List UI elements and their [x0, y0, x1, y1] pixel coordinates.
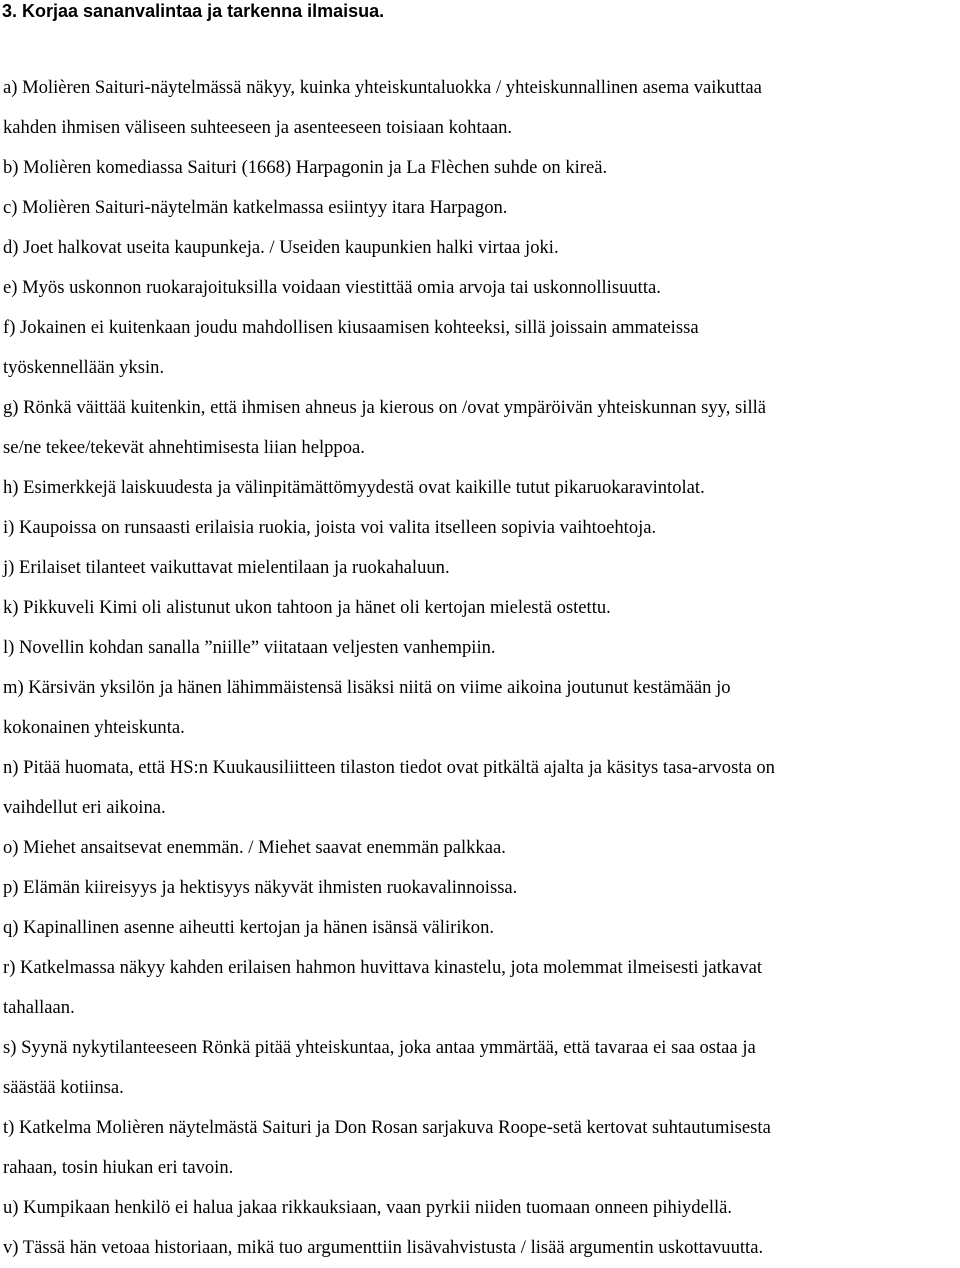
exercise-item-line: l) Novellin kohdan sanalla ”niille” viitataan veljesten vanhempiin.	[3, 637, 496, 658]
exercise-item	[3, 188, 960, 228]
exercise-item-line: kahden ihmisen väliseen suhteeseen ja asenteeseen toisiaan kohtaan.	[3, 117, 513, 138]
exercise-item-line: se/ne tekee/tekevät ahnehtimisesta liian helppoa.	[3, 437, 365, 458]
exercise-item-line: v) Tässä hän vetoaa historiaan, mikä tuo argumenttiin lisävahvistusta / lisää argumentin uskottavuutta.	[3, 1237, 764, 1258]
exercise-item-line: i) Kaupoissa on runsaasti erilaisia ruokia, joista voi valita itselleen sopivia vaihtoehtoja.	[3, 517, 657, 538]
exercise-item-line: d) Joet halkovat useita kaupunkeja. / Useiden kaupunkien halki virtaa joki.	[3, 237, 559, 258]
exercise-items	[0, 68, 960, 1268]
exercise-item	[3, 548, 960, 588]
exercise-item	[3, 508, 960, 548]
exercise-item-line: tahallaan.	[3, 997, 75, 1018]
exercise-item	[3, 148, 960, 188]
exercise-item	[3, 1028, 960, 1108]
exercise-item	[3, 868, 960, 908]
exercise-item	[3, 388, 960, 468]
exercise-item	[3, 268, 960, 308]
exercise-item	[3, 308, 960, 388]
exercise-item	[3, 948, 960, 1028]
exercise-item-line: f) Jokainen ei kuitenkaan joudu mahdollisen kiusaamisen kohteeksi, sillä joissain ammateissa	[3, 317, 699, 338]
exercise-item-line: kokonainen yhteiskunta.	[3, 717, 185, 738]
exercise-item-line: r) Katkelmassa näkyy kahden erilaisen hahmon huvittava kinastelu, jota molemmat ilmeisesti jatkavat	[3, 957, 763, 978]
exercise-item-line: u) Kumpikaan henkilö ei halua jakaa rikkauksiaan, vaan pyrkii niiden tuomaan onneen pihiydellä.	[3, 1197, 733, 1218]
exercise-item-line: o) Miehet ansaitsevat enemmän. / Miehet saavat enemmän palkkaa.	[3, 837, 506, 858]
exercise-item	[3, 588, 960, 628]
exercise-heading: 3. Korjaa sananvalintaa ja tarkenna ilmaisua.	[2, 1, 385, 21]
exercise-item-line: a) Molièren Saituri-näytelmässä näkyy, kuinka yhteiskuntaluokka / yhteiskunnallinen asema vaikuttaa	[3, 77, 762, 98]
exercise-item-line: rahaan, tosin hiukan eri tavoin.	[3, 1157, 234, 1178]
exercise-item	[3, 748, 960, 828]
exercise-item	[3, 468, 960, 508]
exercise-item-line: g) Rönkä väittää kuitenkin, että ihmisen ahneus ja kierous on /ovat ympäröivän yhteiskunnan syy, sillä	[3, 397, 767, 418]
exercise-item-line: s) Syynä nykytilanteeseen Rönkä pitää yhteiskuntaa, joka antaa ymmärtää, että tavaraa ei saa ostaa ja	[3, 1037, 756, 1058]
exercise-item-line: vaihdellut eri aikoina.	[3, 797, 166, 818]
exercise-item	[3, 1228, 960, 1268]
exercise-item	[3, 1108, 960, 1188]
exercise-item-line: q) Kapinallinen asenne aiheutti kertojan ja hänen isänsä välirikon.	[3, 917, 495, 938]
exercise-item-line: j) Erilaiset tilanteet vaikuttavat mielentilaan ja ruokahaluun.	[3, 557, 450, 578]
exercise-item	[3, 828, 960, 868]
exercise-item-line: n) Pitää huomata, että HS:n Kuukausiliitteen tilaston tiedot ovat pitkältä ajalta ja käsitys tasa-arvosta on	[3, 757, 775, 778]
exercise-item-line: e) Myös uskonnon ruokarajoituksilla voidaan viestittää omia arvoja tai uskonnollisuutta.	[3, 277, 661, 298]
exercise-item-line: p) Elämän kiireisyys ja hektisyys näkyvät ihmisten ruokavalinnoissa.	[3, 877, 518, 898]
exercise-item-line: k) Pikkuveli Kimi oli alistunut ukon tahtoon ja hänet oli kertojan mielestä ostettu.	[3, 597, 611, 618]
exercise-item	[3, 668, 960, 748]
exercise-item-line: työskennellään yksin.	[3, 357, 165, 378]
exercise-item	[3, 228, 960, 268]
exercise-item-line: m) Kärsivän yksilön ja hänen lähimmäistensä lisäksi niitä on viime aikoina joutunut kestämään jo	[3, 677, 731, 698]
exercise-item-line: c) Molièren Saituri-näytelmän katkelmassa esiintyy itara Harpagon.	[3, 197, 508, 218]
exercise-item-line: säästää kotiinsa.	[3, 1077, 124, 1098]
exercise-item-line: t) Katkelma Molièren näytelmästä Saituri ja Don Rosan sarjakuva Roope-setä kertovat suhtautumisesta	[3, 1117, 771, 1138]
exercise-item	[3, 68, 960, 148]
exercise-item	[3, 628, 960, 668]
exercise-item-line: h) Esimerkkejä laiskuudesta ja välinpitämättömyydestä ovat kaikille tutut pikaruokaravintolat.	[3, 477, 705, 498]
exercise-item	[3, 908, 960, 948]
exercise-item	[3, 1188, 960, 1228]
exercise-item-line: b) Molièren komediassa Saituri (1668) Harpagonin ja La Flèchen suhde on kireä.	[3, 157, 608, 178]
